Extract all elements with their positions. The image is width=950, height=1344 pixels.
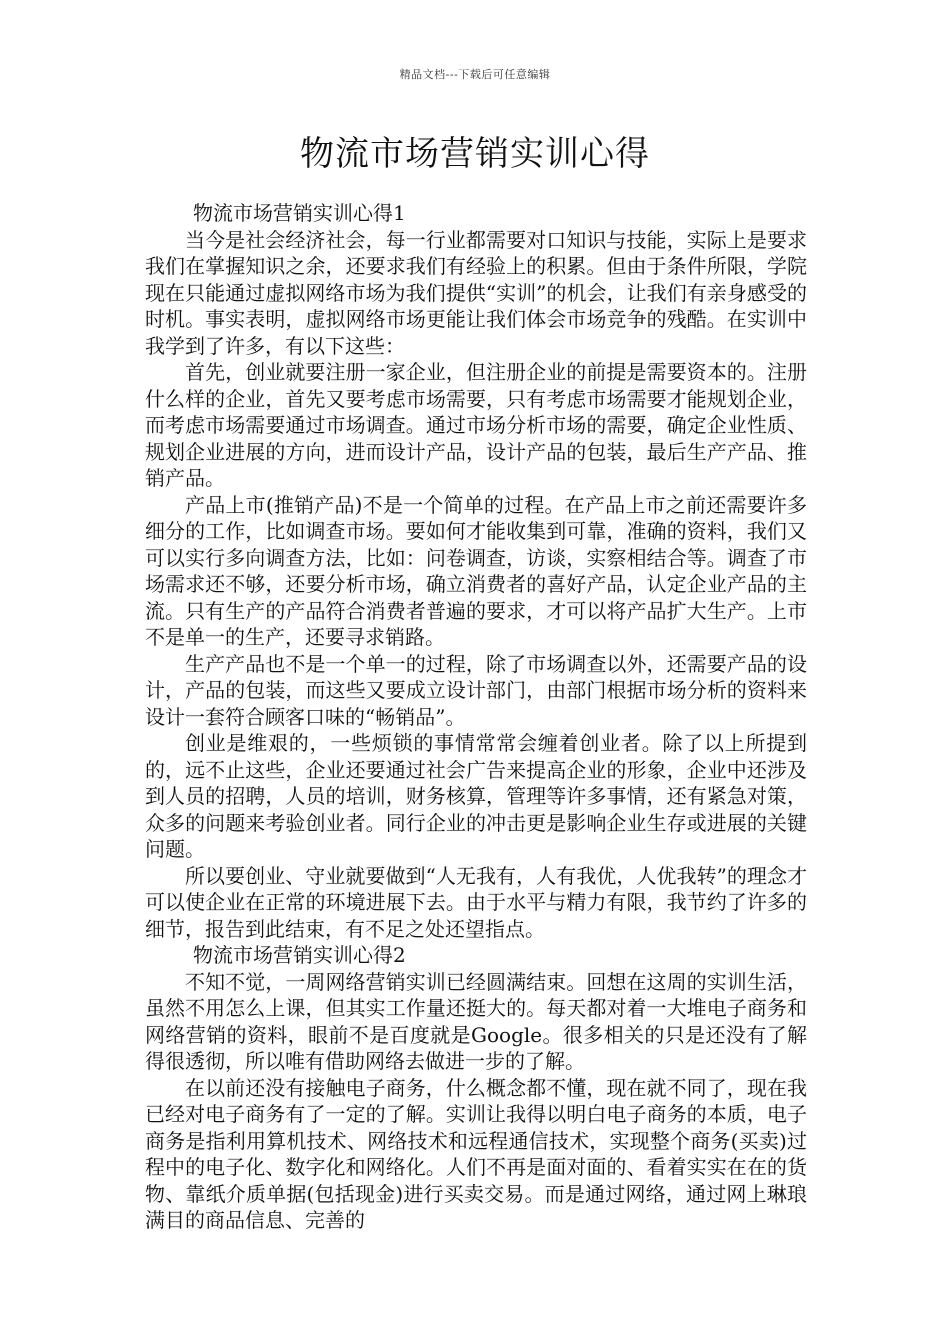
- header-note: 精品文档---下载后可任意编辑: [399, 68, 551, 81]
- body-paragraph: 生产产品也不是一个单一的过程，除了市场调查以外，还需要产品的设计，产品的包装，而这些又要成立设计部门，由部门根据市场分析的资料来设计一套符合顾客口味的“畅销品”。: [145, 651, 807, 729]
- document-title: 物流市场营销实训心得: [300, 134, 650, 174]
- body-paragraph: 所以要创业、守业就要做到“人无我有，人有我优，人优我转”的理念才可以使企业在正常的环境进展下去。由于水平与精力有限，我节约了许多的细节，报告到此结束，有不足之处还望指点。: [145, 863, 807, 941]
- body-paragraph: 在以前还没有接触电子商务，什么概念都不懂，现在就不同了，现在我已经对电子商务有了一定的了解。实训让我得以明白电子商务的本质，电子商务是指利用算机技术、网络技术和远程通信技术，实现整个商务(买卖)过程中的电子化、数字化和网络化。人们不再是面对面的、看着实实在在的货物、靠纸介质单据(包括现金)进行买卖交易。而是通过网络，通过网上琳琅满目的商品信息、完善的: [145, 1075, 807, 1232]
- body-paragraph: 当今是社会经济社会，每一行业都需要对口知识与技能，实际上是要求我们在掌握知识之余，还要求我们有经验上的积累。但由于条件所限，学院现在只能通过虚拟网络市场为我们提供“实训”的机会，让我们有亲身感受的时机。事实表明，虚拟网络市场更能让我们体会市场竞争的残酷。在实训中我学到了许多，有以下这些：: [145, 227, 807, 358]
- body-paragraph: 产品上市(推销产品)不是一个简单的过程。在产品上市之前还需要许多细分的工作，比如调查市场。要如何才能收集到可靠，准确的资料，我们又可以实行多向调查方法，比如：问卷调查，访谈，实察相结合等。调查了市场需求还不够，还要分析市场，确立消费者的喜好产品，认定企业产品的主流。只有生产的产品符合消费者普遍的要求，才可以将产品扩大生产。上市不是单一的生产，还要寻求销路。: [145, 492, 807, 649]
- body-paragraph: 不知不觉，一周网络营销实训已经圆满结束。回想在这周的实训生活，虽然不用怎么上课，但其实工作量还挺大的。每天都对着一大堆电子商务和网络营销的资料，眼前不是百度就是Google。很多相关的只是还没有了解得很透彻，所以唯有借助网络去做进一步的了解。: [145, 969, 807, 1073]
- body-paragraph: 首先，创业就要注册一家企业，但注册企业的前提是需要资本的。注册什么样的企业，首先又要考虑市场需要，只有考虑市场需要才能规划企业，而考虑市场需要通过市场调查。通过市场分析市场的需要，确定企业性质、规划企业进展的方向，进而设计产品，设计产品的包装，最后生产产品、推销产品。: [145, 360, 807, 490]
- section-heading: 物流市场营销实训心得1: [193, 201, 406, 225]
- document-body: [145, 200, 807, 1234]
- section-heading: 物流市场营销实训心得2: [193, 943, 406, 967]
- body-paragraph: 创业是维艰的，一些烦锁的事情常常会缠着创业者。除了以上所提到的，远不止这些，企业还要通过社会广告来提高企业的形象，企业中还涉及到人员的招聘，人员的培训，财务核算，管理等许多事情，还有紧急对策，众多的问题来考验创业者。同行企业的冲击更是影响企业生存或进展的关键问题。: [145, 731, 807, 861]
